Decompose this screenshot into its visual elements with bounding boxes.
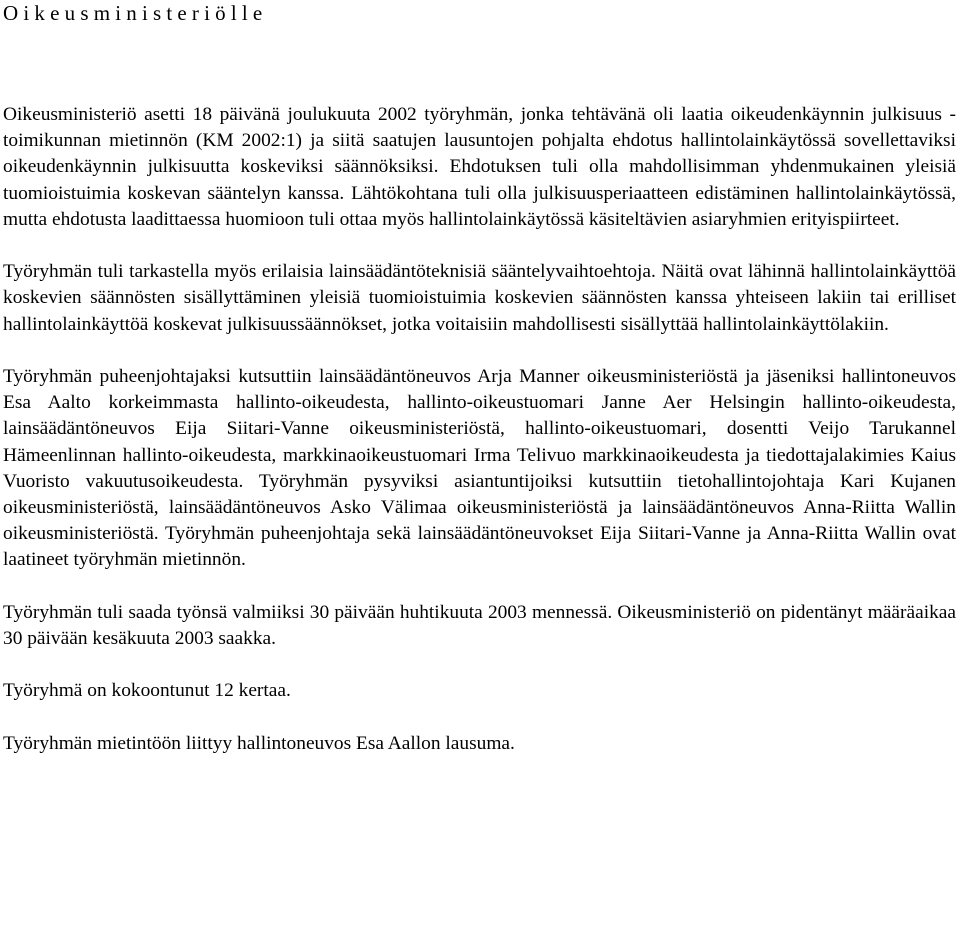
paragraph-deadline: Työryhmän tuli saada työnsä valmiiksi 30 päivään huhtikuuta 2003 mennessä. Oikeusministeriö on pidentänyt määräaikaa 30 päivään kesäkuuta 2003 saakka. — [3, 601, 956, 650]
paragraph-meetings: Työryhmä on kokoontunut 12 kertaa. — [3, 680, 291, 702]
paragraph-assignment: Oikeusministeriö asetti 18 päivänä joulukuuta 2002 työryhmän, jonka tehtävänä oli laatia oikeudenkäynnin julkisuus -toimikunnan mietinnön (KM 2002:1) ja siitä saatujen lausuntojen pohjalta ehdotus hallintolainkäytössä sovellettaviksi oikeudenkäynnin julkisuutta koskeviksi säännöksiksi. Ehdotuksen tuli olla mahdollisimman yhdenmukainen yleisiä tuomioistuimia koskevan sääntelyn kanssa. Lähtökohtana tuli olla julkisuusperiaatteen edistäminen hallintolainkäytössä, mutta ehdotusta laadittaessa huomioon tuli ottaa myös hallintolainkäytössä käsiteltävien asiaryhmien erityispiirteet. — [3, 104, 956, 230]
document-heading: Oikeusministeriölle — [3, 1, 268, 25]
document-page — [3, 0, 956, 757]
paragraph-regulatory-options: Työryhmän tuli tarkastella myös erilaisia lainsäädäntöteknisiä sääntelyvaihtoehtoja. Näitä ovat lähinnä hallintolainkäyttöä koskevien säännösten sisällyttäminen yleisiä tuomioistuimia koskevien säännösten kanssa yhteiseen lakiin tai erilliset hallintolainkäyttöä koskevat julkisuussäännökset, jotka voitaisiin mahdollisesti sisällyttää hallintolainkäyttölakiin. — [3, 261, 956, 335]
paragraph-members: Työryhmän puheenjohtajaksi kutsuttiin lainsäädäntöneuvos Arja Manner oikeusministeriöstä ja jäseniksi hallintoneuvos Esa Aalto korkeimmasta hallinto-oikeudesta, hallinto-oikeustuomari Janne Aer Helsingin hallinto-oikeudesta, lainsäädäntöneuvos Eija Siitari-Vanne oikeusministeriöstä, hallinto-oikeustuomari, dosentti Veijo Tarukannel Hämeenlinnan hallinto-oikeudesta, markkinaoikeustuomari Irma Telivuo markkinaoikeudesta ja tiedottajalakimies Kaius Vuoristo vakuutusoikeudesta. Työryhmän pysyviksi asiantuntijoiksi kutsuttiin tietohallintojohtaja Kari Kujanen oikeusministeriöstä, lainsäädäntöneuvos Asko Välimaa oikeusministeriöstä ja lainsäädäntöneuvos Anna-Riitta Wallin oikeusministeriöstä. Työryhmän puheenjohtaja sekä lainsäädäntöneuvokset Eija Siitari-Vanne ja Anna-Riitta Wallin ovat laatineet työryhmän mietinnön. — [3, 366, 956, 571]
paragraph-statement: Työryhmän mietintöön liittyy hallintoneuvos Esa Aallon lausuma. — [3, 732, 515, 754]
